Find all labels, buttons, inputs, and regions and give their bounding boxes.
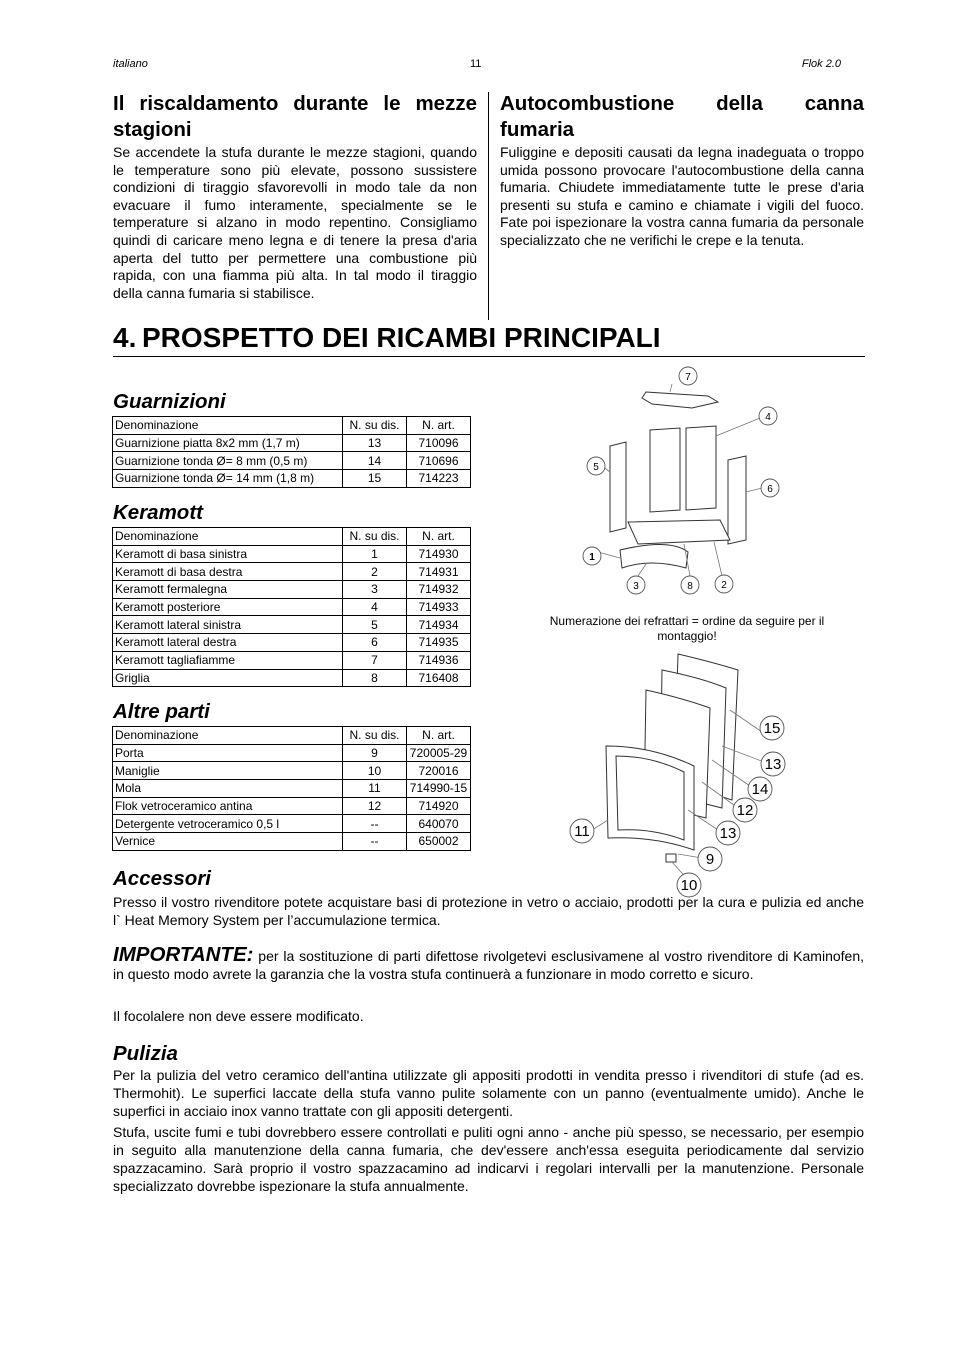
cell-art: 710696	[407, 452, 471, 470]
table-row	[113, 616, 471, 634]
table-keramott	[112, 527, 471, 687]
section-title-pulizia: Pulizia	[113, 1042, 178, 1065]
col-header-dis: N. su dis.	[343, 417, 407, 435]
part-8-grid-shape	[628, 520, 730, 544]
part-5-shape	[610, 442, 626, 532]
cell-dis: 14	[343, 452, 407, 470]
part-7-shape	[642, 392, 718, 408]
cell-art: 716408	[407, 669, 471, 687]
right-column-text: Fuliggine e depositi causati da legna inadeguata o troppo umida possono provocare l'autocombustione della canna fumaria. Chiudete immediatamente tutte le prese d'aria presenti su stufa e camino e chiamate i vigili del fuoco. Fate poi ispezionare la vostra canna fumaria da personale specializzato che ne verifichi le crepe e la tenuta.	[500, 144, 864, 248]
part-4a-shape	[650, 428, 680, 512]
leader-line	[638, 564, 646, 576]
col-header-name: Denominazione	[113, 727, 343, 745]
cell-art: 720005-29	[407, 744, 471, 762]
section-title-keramott: Keramott	[113, 501, 203, 524]
cell-name: Keramott lateral sinistra	[113, 616, 343, 634]
cell-name: Mola	[113, 780, 343, 798]
cell-art: 710096	[407, 434, 471, 452]
cell-dis: 5	[343, 616, 407, 634]
table-altre-parti	[112, 726, 471, 851]
callout-label: 10	[680, 877, 698, 894]
callout-label: 2	[721, 580, 727, 591]
part-6-shape	[728, 456, 746, 544]
table-guarnizioni	[112, 416, 471, 488]
cell-art: 714990-15	[407, 780, 471, 798]
cell-art: 650002	[407, 833, 471, 851]
cell-art: 714932	[407, 581, 471, 599]
table-row	[113, 634, 471, 652]
callout-label: 4	[765, 412, 771, 423]
table-row	[113, 780, 471, 798]
part-4b-shape	[686, 426, 716, 510]
right-column-title: Autocombustione della canna fumaria	[500, 92, 864, 141]
cell-name: Keramott di basa destra	[113, 563, 343, 581]
left-column-title: Il riscaldamento durante le mezze stagioni	[113, 92, 477, 141]
cell-art: 714934	[407, 616, 471, 634]
cell-art: 714223	[407, 470, 471, 488]
callout-label: 11	[574, 823, 590, 840]
importante-note: Il focolalere non deve essere modificato.	[113, 1008, 364, 1024]
table-header-row	[113, 727, 471, 745]
header-language: italiano	[113, 58, 148, 70]
col-header-dis: N. su dis.	[343, 528, 407, 546]
cell-dis: 15	[343, 470, 407, 488]
callout-label: 7	[685, 372, 691, 383]
cell-art: 714933	[407, 598, 471, 616]
cell-art: 640070	[407, 815, 471, 833]
callout-label: 13	[719, 825, 737, 842]
cell-dis: 10	[343, 762, 407, 780]
leader-line	[746, 488, 762, 492]
table-row	[113, 563, 471, 581]
header-model: Flok 2.0	[801, 58, 841, 70]
page-number: 11	[470, 58, 482, 70]
cell-art: 714936	[407, 651, 471, 669]
col-header-art: N. art.	[407, 528, 471, 546]
col-header-art: N. art.	[407, 727, 471, 745]
col-header-art: N. art.	[407, 417, 471, 435]
table-header-row	[113, 417, 471, 435]
cell-art: 714935	[407, 634, 471, 652]
table-row	[113, 651, 471, 669]
column-divider	[488, 92, 489, 320]
cell-name: Flok vetroceramico antina	[113, 797, 343, 815]
table-row	[113, 452, 471, 470]
leader-line	[714, 542, 722, 576]
callout-label: 1	[589, 552, 595, 563]
chapter-title: PROSPETTO DEI RICAMBI PRINCIPALI	[142, 322, 661, 353]
leader-line	[716, 418, 760, 436]
cell-dis: 1	[343, 545, 407, 563]
cell-dis: 13	[343, 434, 407, 452]
door-exploded-diagram	[562, 650, 802, 898]
leader-line	[592, 820, 608, 830]
pulizia-paragraph-1: Per la pulizia del vetro ceramico dell'antina utilizzate gli appositi prodotti in vendita presso i rivenditori di stufe (ad es. Thermohit). Le superfici laccate della stufa vanno pulite solamente con un panno (eventualmente umido). Anche le superfici in acciaio inox vanno trattate con gli appositi detergenti.	[113, 1067, 864, 1119]
table-row	[113, 815, 471, 833]
cell-dis: 9	[343, 744, 407, 762]
cell-dis: 2	[343, 563, 407, 581]
cell-dis: 8	[343, 669, 407, 687]
callout-label: 5	[593, 462, 599, 473]
table-row	[113, 669, 471, 687]
table-row	[113, 545, 471, 563]
section-title-accessori: Accessori	[113, 867, 212, 890]
importante-label: IMPORTANTE:	[113, 943, 254, 966]
diagram-caption: Numerazione dei refrattari = ordine da seguire per il montaggio!	[549, 614, 825, 643]
cell-name: Keramott lateral destra	[113, 634, 343, 652]
callout-label: 3	[633, 581, 639, 592]
col-header-name: Denominazione	[113, 528, 343, 546]
cell-art: 720016	[407, 762, 471, 780]
table-row	[113, 797, 471, 815]
cell-dis: --	[343, 815, 407, 833]
section-title-altre-parti: Altre parti	[113, 700, 210, 723]
left-column-text: Se accendete la stufa durante le mezze stagioni, quando le temperature sono più elevate, possono sussistere condizioni di tiraggio sfavorevolli in modo tale da non evacuare il fumo interamente, specialmente se le temperature si alzano in modo repentino. Consigliamo quindi di caricare meno legna e di tenere la presa d'aria aperta del tutto per permettere una combustione più rapida, con una fiamma più alta. In tal modo il tiraggio della canna fumaria si stabilisce.	[113, 144, 477, 301]
cell-name: Keramott di basa sinistra	[113, 545, 343, 563]
leader-line	[670, 384, 672, 392]
cell-name: Vernice	[113, 833, 343, 851]
refractory-exploded-diagram	[580, 362, 790, 598]
cell-dis: 11	[343, 780, 407, 798]
callout-label: 15	[763, 720, 781, 737]
cell-name: Guarnizione tonda Ø= 14 mm (1,8 m)	[113, 470, 343, 488]
cell-dis: 7	[343, 651, 407, 669]
pulizia-paragraph-2: Stufa, uscite fumi e tubi dovrebbero essere controllati e puliti ogni anno - anche più spesso, se necessario, per esempio in seguito alla manutenzione della canna fumaria, che dev'essere anch'essa eseguita periodicamente dal servizio spazzacamino. Sarà proprio il vostro spazzacamino ad indicarvi i regolari intervalli per la manutenzione. Personale specializzato dovrebbe ispezionare la stufa annualmente.	[113, 1124, 864, 1194]
cell-name: Maniglie	[113, 762, 343, 780]
col-header-dis: N. su dis.	[343, 727, 407, 745]
cell-name: Detergente vetroceramico 0,5 l	[113, 815, 343, 833]
part-10-handle-shape	[666, 854, 676, 862]
callout-label: 6	[767, 484, 773, 495]
cell-name: Keramott tagliafiamme	[113, 651, 343, 669]
right-column	[500, 91, 864, 250]
cell-dis: --	[343, 833, 407, 851]
cell-name: Keramott fermalegna	[113, 581, 343, 599]
callout-label: 9	[705, 851, 715, 868]
chapter-heading	[113, 320, 865, 357]
table-row	[113, 598, 471, 616]
left-column	[113, 91, 477, 302]
cell-name: Porta	[113, 744, 343, 762]
table-row	[113, 762, 471, 780]
cell-art: 714930	[407, 545, 471, 563]
cell-dis: 4	[343, 598, 407, 616]
callout-label: 12	[736, 802, 754, 819]
table-row	[113, 744, 471, 762]
section-title-guarnizioni: Guarnizioni	[113, 390, 226, 413]
callout-label: 8	[687, 581, 693, 592]
col-header-name: Denominazione	[113, 417, 343, 435]
cell-name: Keramott posteriore	[113, 598, 343, 616]
cell-name: Griglia	[113, 669, 343, 687]
part-9-door-window-shape	[616, 756, 684, 840]
table-row	[113, 833, 471, 851]
cell-dis: 6	[343, 634, 407, 652]
cell-dis: 12	[343, 797, 407, 815]
cell-art: 714920	[407, 797, 471, 815]
callout-label: 13	[764, 756, 782, 773]
cell-art: 714931	[407, 563, 471, 581]
table-row	[113, 470, 471, 488]
importante-block	[113, 943, 864, 983]
table-row	[113, 581, 471, 599]
cell-name: Guarnizione piatta 8x2 mm (1,7 m)	[113, 434, 343, 452]
chapter-number: 4.	[113, 322, 137, 353]
cell-name: Guarnizione tonda Ø= 8 mm (0,5 m)	[113, 452, 343, 470]
callout-label: 14	[751, 781, 769, 798]
cell-dis: 3	[343, 581, 407, 599]
part-3-shape	[620, 544, 688, 568]
table-row	[113, 434, 471, 452]
table-header-row	[113, 528, 471, 546]
accessori-text: Presso il vostro rivenditore potete acquistare basi di protezione in vetro o acciaio, prodotti per la cura e pulizia ed anche l` Heat Memory System per l’accumulazione termica.	[113, 894, 864, 928]
importante-text: per la sostituzione di parti difettose rivolgetevi esclusivamene al vostro rivenditore di Kaminofen, in questo modo avrete la garanzia che la vostra stufa continuerà a funzionare in modo corretto e sicuro.	[113, 948, 864, 982]
